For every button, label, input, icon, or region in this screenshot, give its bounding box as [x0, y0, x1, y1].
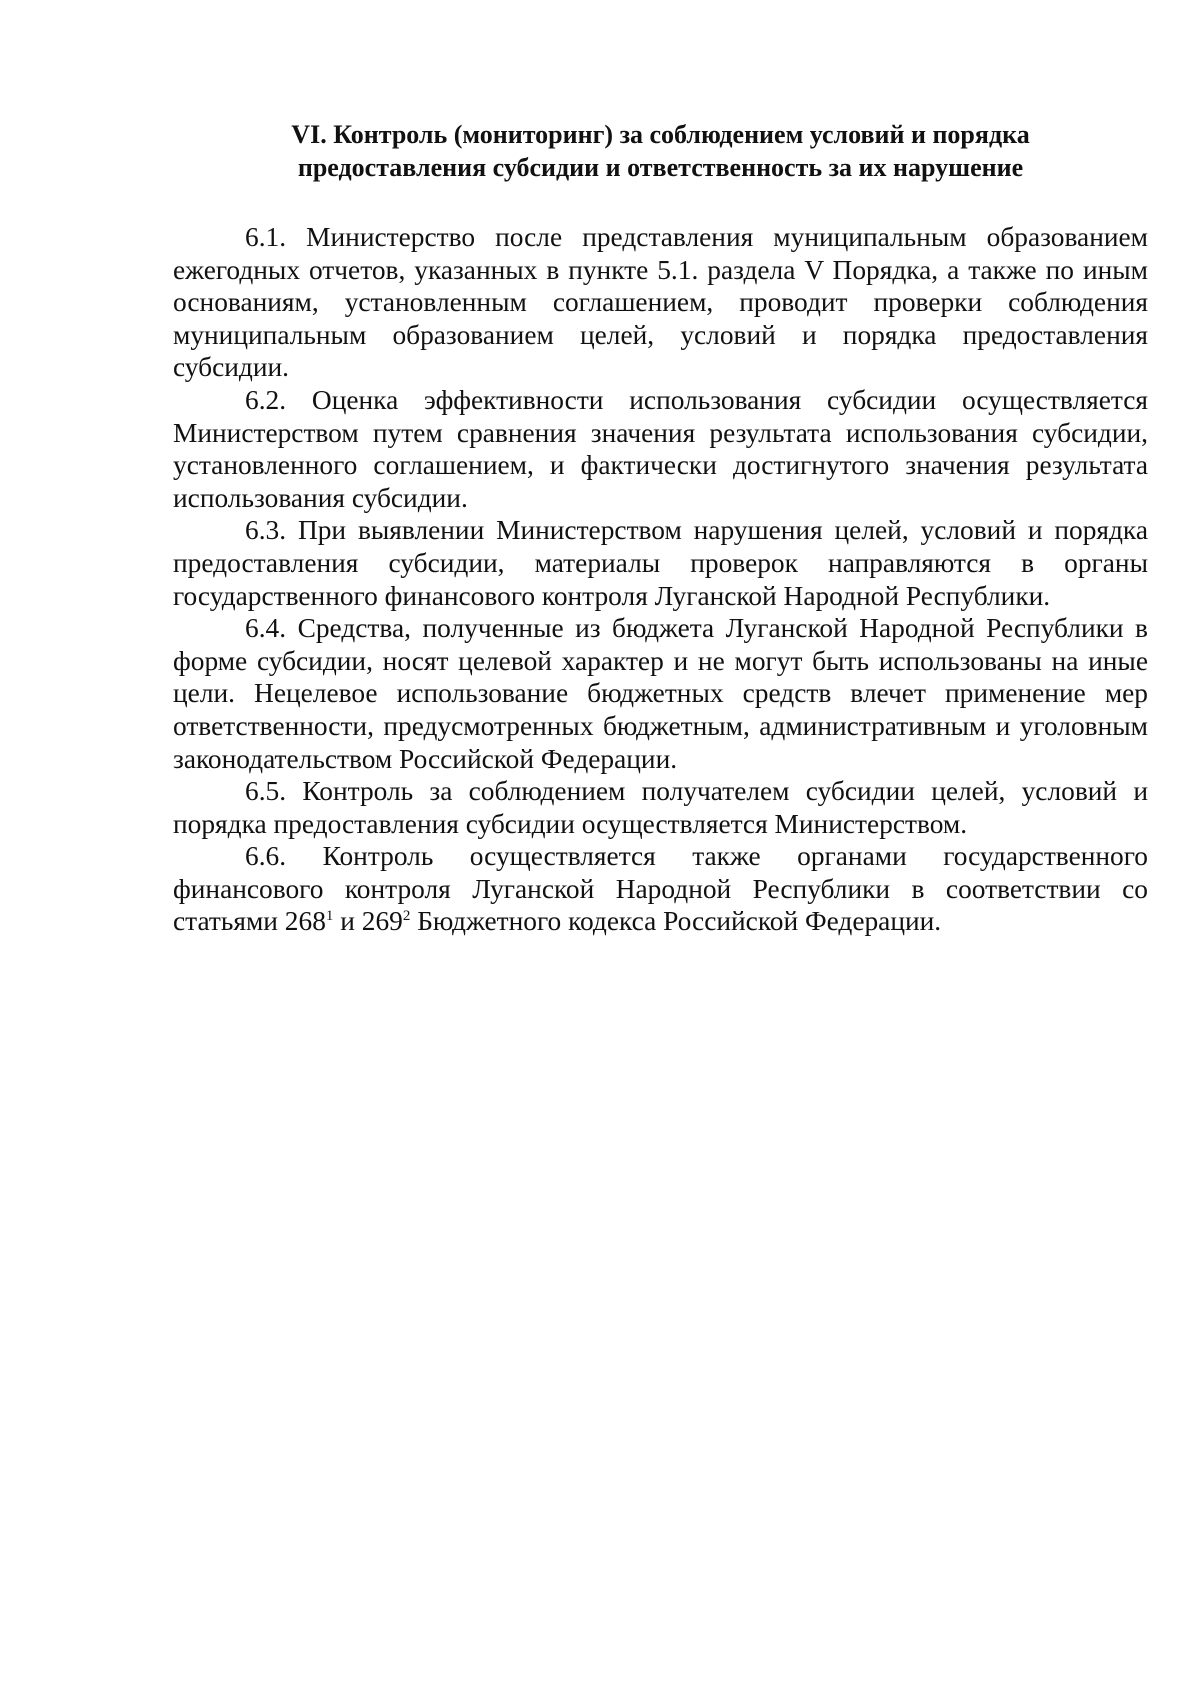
paragraph-text-part-3: Бюджетного кодекса Российской Федерации. — [410, 906, 942, 937]
paragraph-6-1 — [173, 221, 1148, 384]
paragraph-6-5 — [173, 775, 1148, 840]
paragraph-number: 6.2. — [245, 384, 287, 415]
paragraph-number: 6.6. — [245, 841, 287, 872]
paragraph-number: 6.5. — [245, 776, 287, 807]
paragraph-text: Оценка эффективности использования субсидии осуществляется Министерством путем сравнения значения результата использования субсидии, установленного соглашением, и фактически достигнутого значения результата использования субсидии. — [173, 384, 1148, 513]
paragraph-text: Министерство после представления муниципальным образованием ежегодных отчетов, указанных в пункте 5.1. раздела V Порядка, а также по иным основаниям, установленным соглашением, проводит проверки соблюдения муниципальным образованием целей, условий и порядка предоставления субсидии. — [173, 222, 1148, 383]
paragraph-text: При выявлении Министерством нарушения целей, условий и порядка предоставления субсидии, материалы проверок направляются в органы государственного финансового контроля Луганской Народной Республики. — [173, 515, 1148, 611]
section-title — [173, 118, 1148, 184]
paragraph-text-part-1: Контроль осуществляется также органами государственного финансового контроля Луганской Народной Республики в соответствии со статьями 268 — [173, 841, 1148, 937]
section-title-line-2: предоставления субсидии и ответственность за их нарушение — [297, 153, 1024, 182]
paragraph-number: 6.4. — [245, 613, 287, 644]
paragraph-6-2 — [173, 384, 1148, 514]
document-page — [173, 118, 1148, 938]
paragraph-text: Средства, полученные из бюджета Луганской Народной Республики в форме субсидии, носят целевой характер и не могут быть использованы на иные цели. Нецелевое использование бюджетных средств влечет применение мер ответственности, предусмотренных бюджетным, административным и уголовным законодательством Российской Федерации. — [173, 613, 1148, 774]
paragraph-number: 6.3. — [245, 515, 287, 546]
paragraph-text-part-2: и 269 — [333, 906, 403, 937]
footnote-superscript: 1 — [325, 908, 334, 925]
footnote-superscript: 2 — [402, 908, 411, 925]
paragraph-number: 6.1. — [245, 222, 287, 252]
paragraph-text: Контроль за соблюдением получателем субсидии целей, условий и порядка предоставления субсидии осуществляется Министерством. — [173, 776, 1148, 839]
section-title-line-1: VI. Контроль (мониторинг) за соблюдением условий и порядка — [291, 120, 1030, 149]
paragraph-6-3 — [173, 514, 1148, 612]
paragraph-6-6 — [173, 840, 1148, 938]
paragraph-6-4 — [173, 612, 1148, 775]
